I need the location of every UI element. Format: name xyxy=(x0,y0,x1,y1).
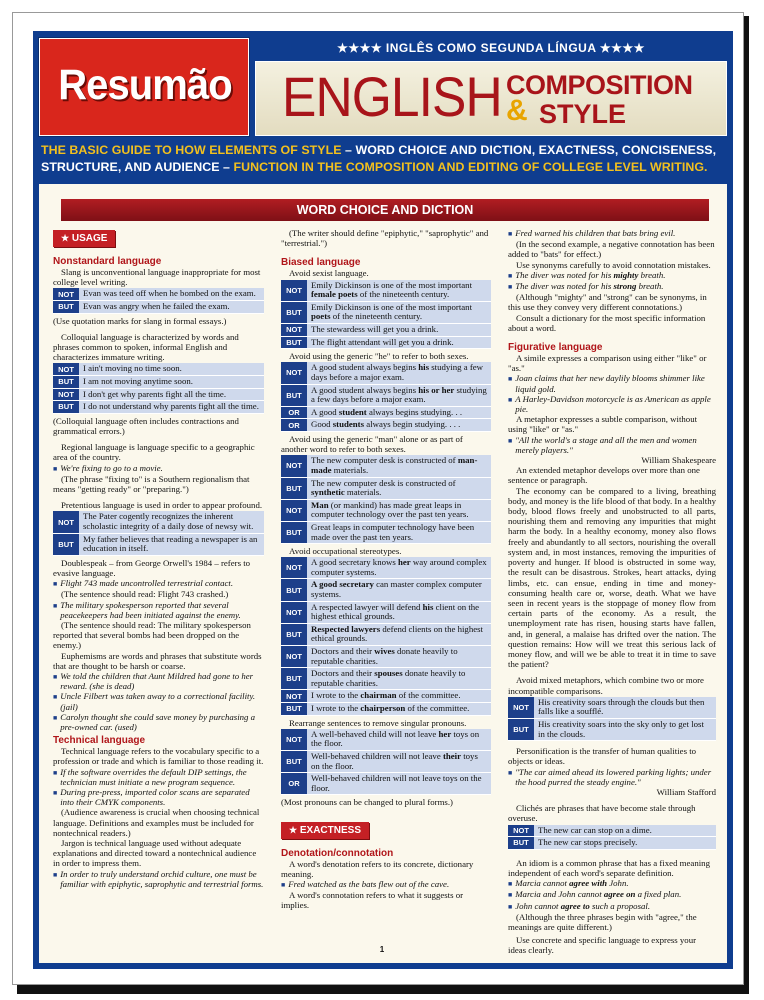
paragraph: Consult a dictionary for the most specific information about a word. xyxy=(508,312,706,333)
paragraph: (The phrase "fixing to" is a Southern regionalism that means "getting ready" or "preparing.") xyxy=(53,473,250,494)
example-emphasis: poets xyxy=(311,311,331,322)
example-text-part: A well-behaved child will not leave xyxy=(311,728,439,739)
example-text-part: The new computer desk is constructed of xyxy=(311,477,456,488)
example-text-part: toys on the floor. xyxy=(311,728,480,749)
example-label: BUT xyxy=(281,336,307,349)
example-emphasis: wives xyxy=(374,646,395,657)
example-label: BUT xyxy=(281,668,307,690)
bullet-item: ■ In order to truly understand orchid culture, one must be familiar with epiphytic, saprophytic and terrestrial forms. xyxy=(53,869,264,889)
example-emphasis: Man xyxy=(311,499,329,510)
example-text-part: I wrote to the xyxy=(311,690,361,701)
bullet-item: ■ The military spokesperson reported that several peacekeepers had been initiated against the enemy. xyxy=(53,600,264,620)
paragraph: (The sentence should read: Flight 743 crashed.) xyxy=(61,589,229,600)
bullet-item: ■ The diver was noted for his mighty breath. xyxy=(508,270,716,281)
paragraph: The economy can be compared to a living, breathing body, and money is the life blood of that body. In a healthy body, blood flows freely and unobstructed to all parts, nourishing them and removing any impurities that might harm the body. In a healthy economy, money also flows freely and abundantly to all sectors, nourishing the overall system and, in most instances, removing the impurities of poverty and hunger. If blood is obstructed in some way, the result can be disastrous. Strokes, heart attacks, dying limbs, etc. can ensue, ending in time and money-consuming health care or, worse, death. What we have seen in recent years is the stoppage of money flow from certain parts of the economy. As a result, the unemployment rate has risen, housing starts have fallen, and, in general, a malaise has drifted over the nation. The question remains: How will we treat this serious lack of money flow, and will we be able to treat it in time to save the patient? xyxy=(508,485,716,670)
bullet-item: ■ Carolyn thought she could save money by purchasing a pre-owned car. (used) xyxy=(53,712,264,732)
example-emphasis: his or her xyxy=(418,384,455,395)
example-text-part: I wrote to the xyxy=(311,703,361,714)
example-table xyxy=(281,455,491,544)
paragraph: (The sentence should read: The military spokesperson reported that several bombs had been dropped on the enemy.) xyxy=(53,620,251,651)
sheet-outer xyxy=(33,31,733,973)
example-text xyxy=(307,703,491,716)
example-text xyxy=(307,557,491,579)
paragraph: Use concrete and specific language to express your ideas clearly. xyxy=(508,935,697,956)
example-table xyxy=(281,362,491,432)
example-row xyxy=(53,301,264,314)
example-emphasis: chairman xyxy=(360,690,397,701)
example-text xyxy=(307,668,491,690)
example-label: BUT xyxy=(281,623,307,645)
example-text xyxy=(307,301,491,323)
example-text-part: The new computer desk is constructed of xyxy=(311,455,458,466)
bullet-item: ■ John cannot agree to such a proposal. xyxy=(508,901,716,912)
example-row xyxy=(281,690,491,703)
usage-label: USAGE xyxy=(71,233,108,244)
example-row xyxy=(281,455,491,477)
example-table xyxy=(281,729,491,796)
bullet-item: ■ Flight 743 made uncontrolled terrestrial contact. xyxy=(53,578,264,589)
subtitle xyxy=(41,142,731,176)
example-label: OR xyxy=(281,406,307,419)
example-row xyxy=(53,533,264,555)
example-text-part: A good student always begins xyxy=(311,384,419,395)
example-row xyxy=(281,557,491,579)
example-text xyxy=(307,384,491,406)
example-row xyxy=(53,288,264,300)
example-text-part: Great leaps in computer technology have been made over the past ten years. xyxy=(311,521,475,542)
bullet-item: ■ During pre-press, imported color scans are separated into their CMYK components. xyxy=(53,787,264,807)
example-text-part: of the committee. xyxy=(405,703,470,714)
paragraph: Doublespeak – from George Orwell's 1984 – refers to evasive language. xyxy=(53,557,251,578)
example-text-part: way around complex computer systems. xyxy=(311,557,487,577)
paragraph: An idiom is a common phrase that has a fixed meaning independent of each word's separate definition. xyxy=(508,857,710,878)
example-label: BUT xyxy=(53,301,79,314)
example-text-part: Well-behaved children will not leave toys on the floor. xyxy=(311,773,482,793)
example-text xyxy=(307,601,491,623)
example-text-part: Emily Dickinson is one of the most important xyxy=(311,279,473,290)
example-emphasis: his xyxy=(418,362,430,373)
paragraph: Technical language refers to the vocabulary specific to a profession or trade and which is familiar to those reading it. xyxy=(53,746,264,767)
example-text: My father believes that reading a newspaper is an education in itself. xyxy=(79,533,264,555)
paragraph: Jargon is technical language used without adequate explanations and directed toward a nontechnical audience in order to impress them. xyxy=(53,838,257,869)
example-label: BUT xyxy=(281,703,307,716)
title-style: STYLE xyxy=(539,99,627,129)
example-row xyxy=(508,718,716,740)
example-row xyxy=(281,477,491,499)
example-text-part: A good xyxy=(311,406,339,417)
example-text: His creativity soars into the sky only to get lost in the clouds. xyxy=(534,718,716,740)
example-text-part: can master complex computer systems. xyxy=(311,579,482,600)
example-text-part: A good secretary knows xyxy=(311,557,398,568)
example-emphasis: Respected lawyers xyxy=(311,623,381,634)
example-text-part: always begin studying. . . . xyxy=(364,419,461,430)
example-table xyxy=(508,825,716,850)
heading-technical: Technical language xyxy=(53,735,146,747)
page-number: 1 xyxy=(379,945,385,954)
bullet-item: ■ "The car aimed ahead its lowered parking lights; under the hood purred the steady engine." xyxy=(508,767,716,787)
example-row xyxy=(281,323,491,336)
example-emphasis: student xyxy=(338,406,367,417)
example-text xyxy=(307,690,491,703)
paragraph: (Use quotation marks for slang in formal essays.) xyxy=(53,315,227,326)
example-emphasis: chairperson xyxy=(360,703,406,714)
example-row xyxy=(281,751,491,773)
example-table xyxy=(53,288,264,313)
paragraph: (Although "mighty" and "strong" can be synonyms, in this use they convey very different connotations.) xyxy=(508,292,707,313)
example-text: I do not understand why parents fight all the time. xyxy=(79,401,264,414)
bullet-item: ■ "All the world's a stage and all the men and women merely players." xyxy=(508,435,716,455)
example-label: BUT xyxy=(281,521,307,543)
example-row xyxy=(53,363,264,375)
example-emphasis: students xyxy=(332,419,365,430)
example-text-part: of the committee. xyxy=(396,690,461,701)
example-label: BUT xyxy=(53,533,79,555)
example-text-part: donate heavily to reputable charities. xyxy=(311,668,466,688)
column-2 xyxy=(281,228,491,911)
paragraph: Use synonyms carefully to avoid connotation mistakes. xyxy=(516,259,711,270)
title-composition: COMPOSITION xyxy=(506,70,693,100)
example-emphasis: A good secretary xyxy=(311,579,374,590)
paragraph: Rearrange sentences to remove singular pronouns. xyxy=(289,717,467,728)
example-text-part: The stewardess will get you a drink. xyxy=(311,323,439,334)
example-text xyxy=(307,455,491,477)
paragraph: Slang is unconventional language inappropriate for most college level writing. xyxy=(53,267,261,288)
example-label: BUT xyxy=(281,301,307,323)
paragraph: Personification is the transfer of human qualities to objects or ideas. xyxy=(508,746,697,767)
bullet-item: ■ We told the children that Aunt Mildred had gone to her reward. (she is dead) xyxy=(53,671,264,691)
example-row xyxy=(53,511,264,533)
example-text xyxy=(307,521,491,543)
example-text-part: defend clients on the highest ethical grounds. xyxy=(311,623,483,644)
paragraph: Clichés are phrases that have become stale through overuse. xyxy=(508,803,696,824)
paragraph: (Most pronouns can be changed to plural forms.) xyxy=(281,797,453,808)
paragraph: (The writer should define "epiphytic," "saprophytic" and "terrestrial.") xyxy=(281,228,489,249)
paragraph: Avoid sexist language. xyxy=(289,268,369,279)
usage-tag xyxy=(53,230,115,247)
example-label: NOT xyxy=(53,511,79,533)
example-text xyxy=(307,406,491,419)
exactness-label: EXACTNESS xyxy=(299,824,361,836)
paragraph: Colloquial language is characterized by words and phrases common to spoken, informal English and characterizes immature writing. xyxy=(53,331,239,363)
example-row xyxy=(281,623,491,645)
column-1 xyxy=(53,228,264,889)
example-table xyxy=(53,511,264,555)
bullet-item: ■ Uncle Filbert was taken away to a correctional facility. (jail) xyxy=(53,691,264,711)
example-emphasis: female poets xyxy=(311,289,358,300)
example-text-part: (or mankind) has made great leaps in computer technology over the past ten years. xyxy=(311,499,469,520)
example-text: Evan was teed off when he bombed on the exam. xyxy=(79,288,264,300)
brand-box xyxy=(39,38,249,136)
example-row xyxy=(281,499,491,521)
example-text: Evan was angry when he failed the exam. xyxy=(79,301,264,314)
example-row xyxy=(508,837,716,850)
example-label: BUT xyxy=(281,579,307,601)
example-text-part: Good xyxy=(311,419,333,430)
example-row xyxy=(281,419,491,432)
example-text-part: A good student always begins xyxy=(311,362,419,373)
example-label: NOT xyxy=(281,499,307,521)
example-text xyxy=(307,477,491,499)
example-table xyxy=(281,557,491,715)
example-row xyxy=(281,362,491,384)
example-text xyxy=(307,362,491,384)
example-emphasis: his xyxy=(422,601,434,612)
example-row xyxy=(281,336,491,349)
example-label: BUT xyxy=(281,384,307,406)
example-text: I ain't moving no time soon. xyxy=(79,363,264,375)
example-text xyxy=(307,729,491,751)
example-row xyxy=(281,301,491,323)
example-label: BUT xyxy=(281,477,307,499)
example-text-part: of the nineteenth century. xyxy=(357,289,450,300)
example-text-part: materials. xyxy=(344,487,382,498)
title-ampersand: & xyxy=(506,94,528,127)
example-text: The Pater cogently recognizes the inherent scholastic integrity of a daily dose of newsy wit. xyxy=(79,511,264,533)
sheet xyxy=(12,12,744,985)
heading-nonstandard: Nonstandard language xyxy=(53,256,162,267)
paragraph: (Colloquial language often includes contractions and grammatical errors.) xyxy=(53,415,239,436)
example-label: NOT xyxy=(281,323,307,336)
example-label: NOT xyxy=(508,825,534,837)
example-text xyxy=(307,623,491,645)
bullet-item: ■ We're fixing to go to a movie. xyxy=(53,463,264,474)
example-table xyxy=(281,280,491,350)
example-text-part: Doctors and their xyxy=(311,668,375,679)
example-label: NOT xyxy=(53,363,79,375)
example-emphasis: her xyxy=(438,728,452,739)
bullet-item: ■ If the software overrides the default DIP settings, the technician must initiate a new program sequence. xyxy=(53,767,264,787)
paragraph: A metaphor expresses a subtle comparison, without using "like" or "as." xyxy=(508,414,698,435)
example-table xyxy=(53,363,264,413)
paragraph: An extended metaphor develops over more than one sentence or paragraph. xyxy=(508,465,700,486)
example-emphasis: her xyxy=(397,557,411,568)
example-label: NOT xyxy=(281,362,307,384)
example-text xyxy=(307,646,491,668)
paragraph: (Audience awareness is crucial when choosing technical language. Definitions and examples must be included for nontechnical readers.) xyxy=(53,807,260,838)
example-label: BUT xyxy=(53,376,79,389)
example-text-part: toys on the floor. xyxy=(311,751,478,771)
example-text xyxy=(307,773,491,795)
example-emphasis: spouses xyxy=(374,668,403,679)
bullet-item: ■ The diver was noted for his strong breath. xyxy=(508,281,716,292)
example-label: OR xyxy=(281,773,307,795)
example-label: BUT xyxy=(508,718,534,740)
example-emphasis: man-made xyxy=(311,455,478,475)
heading-figurative: Figurative language xyxy=(508,342,603,354)
paragraph: Pretentious language is used in order to appear profound. xyxy=(61,500,263,511)
example-text-part: always begins studying. . . xyxy=(366,406,463,417)
example-text-part: client on the highest ethical grounds. xyxy=(311,601,480,622)
exactness-tag xyxy=(281,822,369,839)
example-row xyxy=(281,729,491,751)
example-row xyxy=(281,601,491,623)
attribution: William Stafford xyxy=(656,786,716,797)
paragraph: Euphemisms are words and phrases that substitute words that are thought to be harsh or coarse. xyxy=(53,650,262,671)
example-label: NOT xyxy=(281,646,307,668)
example-text: I don't get why parents fight all the time. xyxy=(79,388,264,401)
star-icon: ★ xyxy=(61,233,70,243)
heading-denotation: Denotation/connotation xyxy=(281,847,394,859)
example-text xyxy=(307,280,491,302)
example-label: NOT xyxy=(53,388,79,401)
heading-biased: Biased language xyxy=(281,257,361,269)
top-tagline: ★★★★ INGLÊS COMO SEGUNDA LÍNGUA ★★★★ xyxy=(337,41,645,55)
example-row xyxy=(53,376,264,389)
paragraph: Avoid using the generic "man" alone or as part of another word to refer to both sexes. xyxy=(281,433,463,455)
example-row xyxy=(281,406,491,419)
example-row xyxy=(281,384,491,406)
example-text-part: Doctors and their xyxy=(311,646,375,657)
example-row xyxy=(281,773,491,795)
example-row xyxy=(508,697,716,719)
subtitle-a: THE BASIC GUIDE TO HOW ELEMENTS OF STYLE xyxy=(41,143,342,157)
paragraph: (Although the three phrases begin with "agree," the meanings are quite different.) xyxy=(508,911,697,932)
example-text: I am not moving anytime soon. xyxy=(79,376,264,389)
subtitle-b: – WORD CHOICE AND DICTION, EXACTNESS, CONCISENESS, STRUCTURE, AND AUDIENCE – xyxy=(41,143,717,174)
bullet-item: ■ Marcia and John cannot agree on a fixed plan. xyxy=(508,889,716,900)
example-text xyxy=(307,419,491,432)
example-text: The new car stops precisely. xyxy=(534,837,716,850)
example-label: BUT xyxy=(281,751,307,773)
example-label: NOT xyxy=(281,280,307,302)
content-area xyxy=(39,184,727,963)
example-text: His creativity soars through the clouds but then falls like a soufflé. xyxy=(534,697,716,719)
example-row xyxy=(53,388,264,401)
example-text xyxy=(307,336,491,349)
example-text: The new car can stop on a dime. xyxy=(534,825,716,837)
example-row xyxy=(508,825,716,837)
title-box xyxy=(255,61,727,136)
bullet-item: ■ Fred watched as the bats flew out of the cave. xyxy=(281,879,491,890)
paragraph: Avoid mixed metaphors, which combine two or more incompatible comparisons. xyxy=(508,675,704,696)
example-text xyxy=(307,499,491,521)
example-text-part: materials. xyxy=(331,464,369,475)
example-text-part: of the nineteenth century. xyxy=(330,311,423,322)
example-emphasis: synthetic xyxy=(311,487,345,498)
example-text-part: studying a few days before a major exam. xyxy=(311,362,484,382)
example-text-part: donate heavily to reputable charities. xyxy=(311,646,458,666)
example-text-part: A respected lawyer will defend xyxy=(311,601,423,612)
example-label: NOT xyxy=(508,697,534,719)
example-label: OR xyxy=(281,419,307,432)
column-3 xyxy=(508,228,716,956)
example-row xyxy=(281,521,491,543)
example-label: NOT xyxy=(281,557,307,579)
example-text-part: studying a few days before a major exam. xyxy=(311,384,487,405)
subtitle-c: FUNCTION IN THE COMPOSITION AND EDITING OF COLLEGE LEVEL WRITING. xyxy=(233,160,708,174)
bullet-item: ■ Fred warned his children that bats bring evil. xyxy=(508,228,716,239)
example-label: BUT xyxy=(508,837,534,850)
attribution: William Shakespeare xyxy=(641,455,716,466)
example-row xyxy=(281,703,491,716)
example-text-part: The flight attendant will get you a drink. xyxy=(311,336,454,347)
bullet-item: ■ A Harley-Davidson motorcycle is as American as apple pie. xyxy=(508,394,716,414)
example-label: NOT xyxy=(281,690,307,703)
example-label: NOT xyxy=(281,601,307,623)
brand-logo: Resumão xyxy=(58,61,232,109)
example-text xyxy=(307,323,491,336)
example-row xyxy=(281,668,491,690)
paragraph: A simile expresses a comparison using either "like" or "as." xyxy=(508,353,707,374)
example-text xyxy=(307,579,491,601)
example-text-part: Emily Dickinson is one of the most important xyxy=(311,301,473,312)
example-table xyxy=(508,697,716,741)
paragraph: (In the second example, a negative connotation has been added to "bats" for effect.) xyxy=(508,239,715,260)
example-row xyxy=(281,579,491,601)
example-label: NOT xyxy=(53,288,79,300)
example-row xyxy=(53,401,264,414)
paragraph: Regional language is language specific to a geographic area of the country. xyxy=(53,442,255,463)
bullet-item: ■ Marcia cannot agree with John. xyxy=(508,878,716,889)
example-text xyxy=(307,751,491,773)
paragraph: A word's connotation refers to what it suggests or implies. xyxy=(281,890,464,911)
title-english: ENGLISH xyxy=(282,65,502,128)
example-label: NOT xyxy=(281,729,307,751)
paragraph: A word's denotation refers to its concrete, dictionary meaning. xyxy=(281,858,474,879)
example-emphasis: their xyxy=(442,751,462,761)
paragraph: Avoid using the generic "he" to refer to both sexes. xyxy=(289,351,469,362)
example-label: BUT xyxy=(53,401,79,414)
example-row xyxy=(281,646,491,668)
example-text-part: Well-behaved children will not leave xyxy=(311,751,443,761)
bullet-item: ■ Joan claims that her new daylily blooms shimmer like liquid gold. xyxy=(508,373,716,393)
section-title: WORD CHOICE AND DICTION xyxy=(61,199,709,221)
header-panel xyxy=(33,31,733,969)
example-label: NOT xyxy=(281,455,307,477)
star-icon: ★ xyxy=(289,824,298,835)
paragraph: Avoid occupational stereotypes. xyxy=(289,546,402,557)
example-row xyxy=(281,280,491,302)
